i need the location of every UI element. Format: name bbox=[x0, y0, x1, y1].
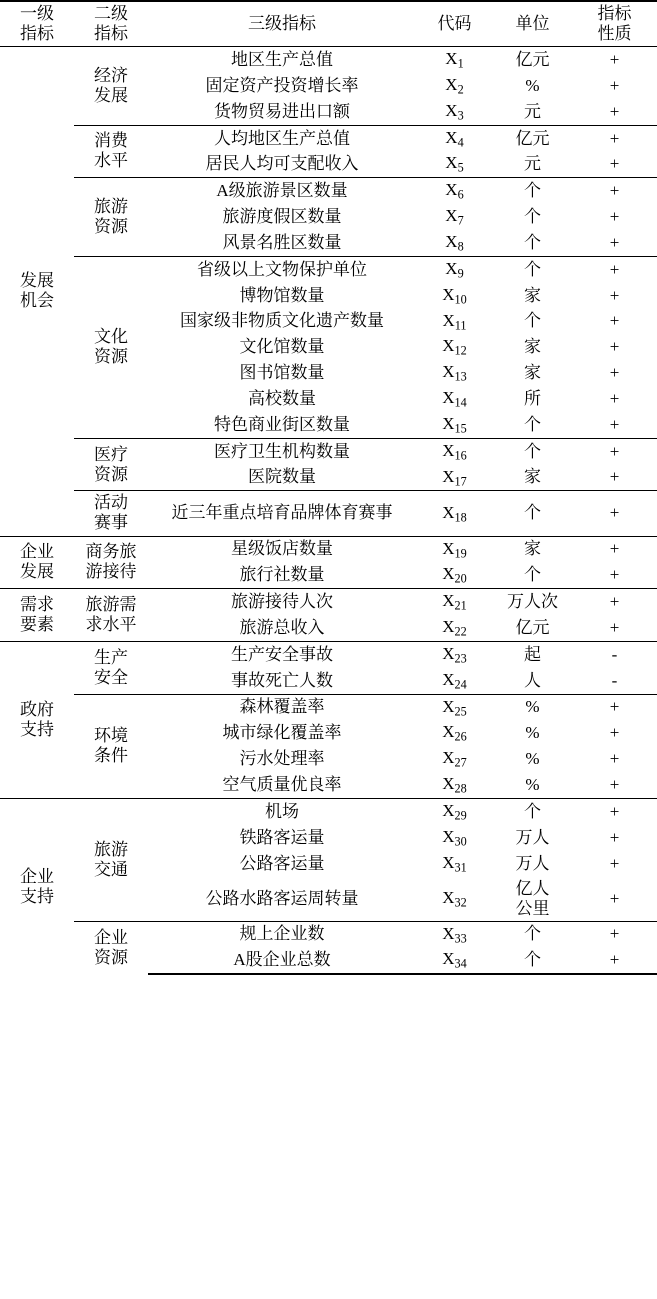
indicator-code: $X_6$ bbox=[416, 178, 493, 204]
indicator-code: $X_5$ bbox=[445, 153, 464, 175]
indicator-code: $X_7$ bbox=[445, 206, 464, 228]
indicator-code: $X_{18}$ bbox=[416, 491, 493, 536]
level3-indicator: 铁路客运量 bbox=[239, 827, 325, 847]
level3-indicator: 旅游总收入 bbox=[239, 617, 325, 637]
indicator-nature: + bbox=[609, 888, 620, 908]
table-row bbox=[0, 47, 657, 73]
level3-indicator: 居民人均可支配收入 bbox=[205, 154, 359, 174]
level3-indicator: 人均地区生产总值 bbox=[148, 125, 416, 151]
level3-indicator: 图书馆数量 bbox=[239, 363, 325, 383]
level3-indicator: 城市绿化覆盖率 bbox=[222, 723, 342, 743]
table-header bbox=[0, 1, 657, 47]
level3-indicator: 特色商业街区数量 bbox=[214, 414, 350, 434]
indicator-nature: + bbox=[609, 749, 620, 769]
indicator-unit: 万人 bbox=[515, 827, 550, 847]
indicator-nature: + bbox=[609, 154, 620, 174]
indicator-nature: + bbox=[609, 853, 620, 873]
indicator-unit: 个 bbox=[493, 798, 572, 824]
indicator-unit: % bbox=[525, 723, 540, 743]
indicator-unit: 亿人 公里 bbox=[515, 878, 550, 918]
column-header-level2: 二级 指标 bbox=[74, 1, 148, 47]
indicator-unit: 个 bbox=[524, 207, 541, 227]
indicator-nature: + bbox=[609, 467, 620, 487]
level3-indicator: 旅行社数量 bbox=[239, 565, 325, 585]
indicator-code: $X_{12}$ bbox=[442, 336, 467, 358]
level3-indicator: 旅游接待人次 bbox=[148, 589, 416, 615]
indicator-code: $X_{31}$ bbox=[442, 852, 467, 875]
indicator-nature: + bbox=[572, 536, 657, 562]
indicator-code: $X_{15}$ bbox=[442, 413, 467, 436]
indicator-nature: - bbox=[611, 670, 618, 690]
indicator-code: $X_{33}$ bbox=[416, 921, 493, 947]
indicator-unit: 个 bbox=[524, 414, 541, 434]
indicator-code: $X_{30}$ bbox=[442, 826, 467, 849]
indicator-unit: 亿元 bbox=[515, 617, 550, 637]
indicator-unit: 起 bbox=[493, 641, 572, 667]
table-body bbox=[0, 47, 657, 975]
level2-indicator: 消费 水平 bbox=[74, 125, 148, 178]
level3-indicator: 事故死亡人数 bbox=[231, 670, 333, 690]
indicator-nature: + bbox=[572, 125, 657, 151]
level2-indicator: 企业 资源 bbox=[74, 921, 148, 974]
indicator-nature: + bbox=[572, 947, 657, 974]
level3-indicator: 规上企业数 bbox=[148, 921, 416, 947]
indicator-unit: 人 bbox=[524, 670, 541, 690]
indicator-nature: + bbox=[572, 589, 657, 615]
indicator-nature: + bbox=[572, 438, 657, 464]
level3-indicator: 星级饭店数量 bbox=[148, 536, 416, 562]
indicator-nature: + bbox=[609, 207, 620, 227]
column-header-nature: 指标 性质 bbox=[572, 1, 657, 47]
indicator-unit: 家 bbox=[524, 363, 541, 383]
level3-indicator: A股企业总数 bbox=[148, 947, 416, 974]
level2-indicator: 旅游需 求水平 bbox=[74, 589, 148, 642]
indicator-code: $X_9$ bbox=[416, 256, 493, 282]
indicator-nature: + bbox=[572, 921, 657, 947]
level3-indicator: 国家级非物质文化遗产数量 bbox=[180, 311, 384, 331]
table-header-row bbox=[0, 1, 657, 47]
indicator-code: $X_8$ bbox=[445, 232, 464, 254]
indicator-unit: 个 bbox=[493, 491, 572, 536]
level3-indicator: 固定资产投资增长率 bbox=[205, 75, 359, 95]
indicator-nature: - bbox=[572, 641, 657, 667]
indicator-unit: 家 bbox=[524, 467, 541, 487]
indicator-unit: 亿元 bbox=[515, 49, 550, 69]
level2-indicator: 生产 安全 bbox=[74, 641, 148, 694]
indicator-unit: 所 bbox=[524, 388, 541, 408]
indicator-unit: 个 bbox=[493, 947, 572, 974]
indicator-nature: + bbox=[609, 337, 620, 357]
indicator-code: $X_{22}$ bbox=[442, 617, 467, 639]
level2-indicator: 环境 条件 bbox=[74, 694, 148, 798]
indicator-nature: + bbox=[609, 49, 620, 69]
table-row bbox=[0, 641, 657, 667]
indicator-code: $X_3$ bbox=[445, 100, 464, 123]
indicator-code: $X_{32}$ bbox=[442, 887, 467, 910]
level2-indicator: 文化 资源 bbox=[74, 256, 148, 438]
indicator-nature: + bbox=[609, 565, 620, 585]
indicator-nature: + bbox=[609, 285, 620, 305]
table-row bbox=[0, 589, 657, 615]
indicator-unit: 万人 bbox=[515, 853, 550, 873]
indicator-code: $X_{11}$ bbox=[442, 310, 467, 332]
table-row bbox=[0, 125, 657, 151]
level3-indicator: 货物贸易进出口额 bbox=[214, 101, 350, 121]
table-row bbox=[0, 536, 657, 562]
level3-indicator: 机场 bbox=[148, 798, 416, 824]
indicator-code: $X_{24}$ bbox=[442, 669, 467, 692]
level1-indicator: 发展 机会 bbox=[20, 271, 54, 311]
level2-indicator: 商务旅 游接待 bbox=[74, 536, 148, 589]
level3-indicator: 医院数量 bbox=[248, 467, 316, 487]
indicator-code: $X_{23}$ bbox=[416, 641, 493, 667]
indicator-code: $X_{25}$ bbox=[416, 694, 493, 720]
level2-indicator: 经济 发展 bbox=[94, 65, 128, 105]
indicator-nature: + bbox=[609, 617, 620, 637]
level1-indicator: 需求 要素 bbox=[0, 589, 74, 642]
level2-indicator: 旅游 资源 bbox=[74, 178, 148, 257]
level2-indicator: 旅游 交通 bbox=[74, 798, 148, 921]
level3-indicator: 旅游度假区数量 bbox=[222, 207, 342, 227]
indicator-nature: + bbox=[572, 256, 657, 282]
level3-indicator: 公路客运量 bbox=[239, 853, 325, 873]
indicator-unit: 亿元 bbox=[493, 125, 572, 151]
indicator-nature: + bbox=[609, 827, 620, 847]
indicator-code: $X_{17}$ bbox=[442, 466, 467, 489]
indicator-nature: + bbox=[572, 694, 657, 720]
table-row bbox=[0, 694, 657, 720]
indicator-nature: + bbox=[609, 723, 620, 743]
level3-indicator: 风景名胜区数量 bbox=[222, 232, 342, 252]
level1-indicator: 企业 发展 bbox=[0, 536, 74, 589]
level3-indicator: 生产安全事故 bbox=[148, 641, 416, 667]
level2-indicator: 医疗 资源 bbox=[74, 438, 148, 491]
level1-indicator: 企业 支持 bbox=[0, 798, 74, 974]
indicator-nature: + bbox=[609, 232, 620, 252]
column-header-unit: 单位 bbox=[493, 1, 572, 47]
table-row bbox=[0, 921, 657, 947]
level3-indicator: 空气质量优良率 bbox=[222, 775, 342, 795]
indicator-unit: 元 bbox=[524, 101, 541, 121]
indicator-code: $X_{29}$ bbox=[416, 798, 493, 824]
level1-indicator: 政府 支持 bbox=[0, 641, 74, 798]
table-row bbox=[0, 256, 657, 282]
indicator-unit: 个 bbox=[524, 565, 541, 585]
table-row bbox=[0, 798, 657, 824]
level3-indicator: 地区生产总值 bbox=[231, 49, 333, 69]
indicator-unit: 个 bbox=[493, 256, 572, 282]
level3-indicator: 博物馆数量 bbox=[239, 285, 325, 305]
indicator-nature: + bbox=[609, 101, 620, 121]
indicator-code: $X_4$ bbox=[416, 125, 493, 151]
indicator-nature: + bbox=[572, 798, 657, 824]
level3-indicator: 省级以上文物保护单位 bbox=[148, 256, 416, 282]
table-row bbox=[0, 178, 657, 204]
indicator-code: $X_{20}$ bbox=[442, 564, 467, 586]
indicator-code: $X_{34}$ bbox=[416, 947, 493, 974]
indicator-code: $X_{28}$ bbox=[442, 774, 467, 796]
indicator-unit: % bbox=[525, 749, 540, 769]
indicator-unit: 个 bbox=[524, 311, 541, 331]
indicator-unit: % bbox=[525, 775, 540, 795]
indicator-nature: + bbox=[572, 178, 657, 204]
indicator-code: $X_{16}$ bbox=[416, 438, 493, 464]
indicator-unit: 个 bbox=[524, 232, 541, 252]
indicator-nature: + bbox=[609, 363, 620, 383]
indicator-nature: + bbox=[609, 414, 620, 434]
indicator-unit: 个 bbox=[493, 438, 572, 464]
indicator-unit: % bbox=[493, 694, 572, 720]
level3-indicator: A级旅游景区数量 bbox=[148, 178, 416, 204]
level3-indicator: 森林覆盖率 bbox=[148, 694, 416, 720]
indicator-code: $X_{10}$ bbox=[442, 284, 467, 307]
indicator-unit: 家 bbox=[524, 285, 541, 305]
indicator-nature: + bbox=[572, 491, 657, 536]
column-header-code: 代码 bbox=[416, 1, 493, 47]
table-row bbox=[0, 491, 657, 536]
indicator-nature: + bbox=[609, 775, 620, 795]
indicator-code: $X_{27}$ bbox=[442, 748, 467, 770]
indicator-unit: 个 bbox=[493, 178, 572, 204]
level3-indicator: 公路水路客运周转量 bbox=[205, 888, 359, 908]
indicator-code: $X_{13}$ bbox=[442, 362, 467, 384]
level2-indicator: 活动 赛事 bbox=[74, 491, 148, 536]
indicator-unit: 元 bbox=[524, 154, 541, 174]
indicator-code: $X_{19}$ bbox=[416, 536, 493, 562]
level3-indicator: 污水处理率 bbox=[239, 749, 325, 769]
indicator-unit: % bbox=[525, 75, 540, 95]
level3-indicator: 文化馆数量 bbox=[239, 337, 325, 357]
indicator-nature: + bbox=[609, 388, 620, 408]
indicator-code: $X_{26}$ bbox=[442, 722, 467, 744]
table-row bbox=[0, 438, 657, 464]
indicator-unit: 家 bbox=[493, 536, 572, 562]
indicator-unit: 万人次 bbox=[493, 589, 572, 615]
indicator-unit: 家 bbox=[524, 337, 541, 357]
level3-indicator: 医疗卫生机构数量 bbox=[148, 438, 416, 464]
level3-indicator: 高校数量 bbox=[248, 388, 316, 408]
level3-indicator: 近三年重点培育品牌体育赛事 bbox=[148, 491, 416, 536]
indicator-code: $X_2$ bbox=[445, 74, 464, 97]
column-header-level3: 三级指标 bbox=[148, 1, 416, 47]
indicator-unit: 个 bbox=[493, 921, 572, 947]
indicator-code: $X_{14}$ bbox=[442, 388, 467, 410]
indicator-nature: + bbox=[609, 75, 620, 95]
indicator-code: $X_{21}$ bbox=[416, 589, 493, 615]
column-header-level1: 一级 指标 bbox=[0, 1, 74, 47]
indicator-nature: + bbox=[609, 311, 620, 331]
indicator-code: $X_1$ bbox=[445, 49, 464, 71]
